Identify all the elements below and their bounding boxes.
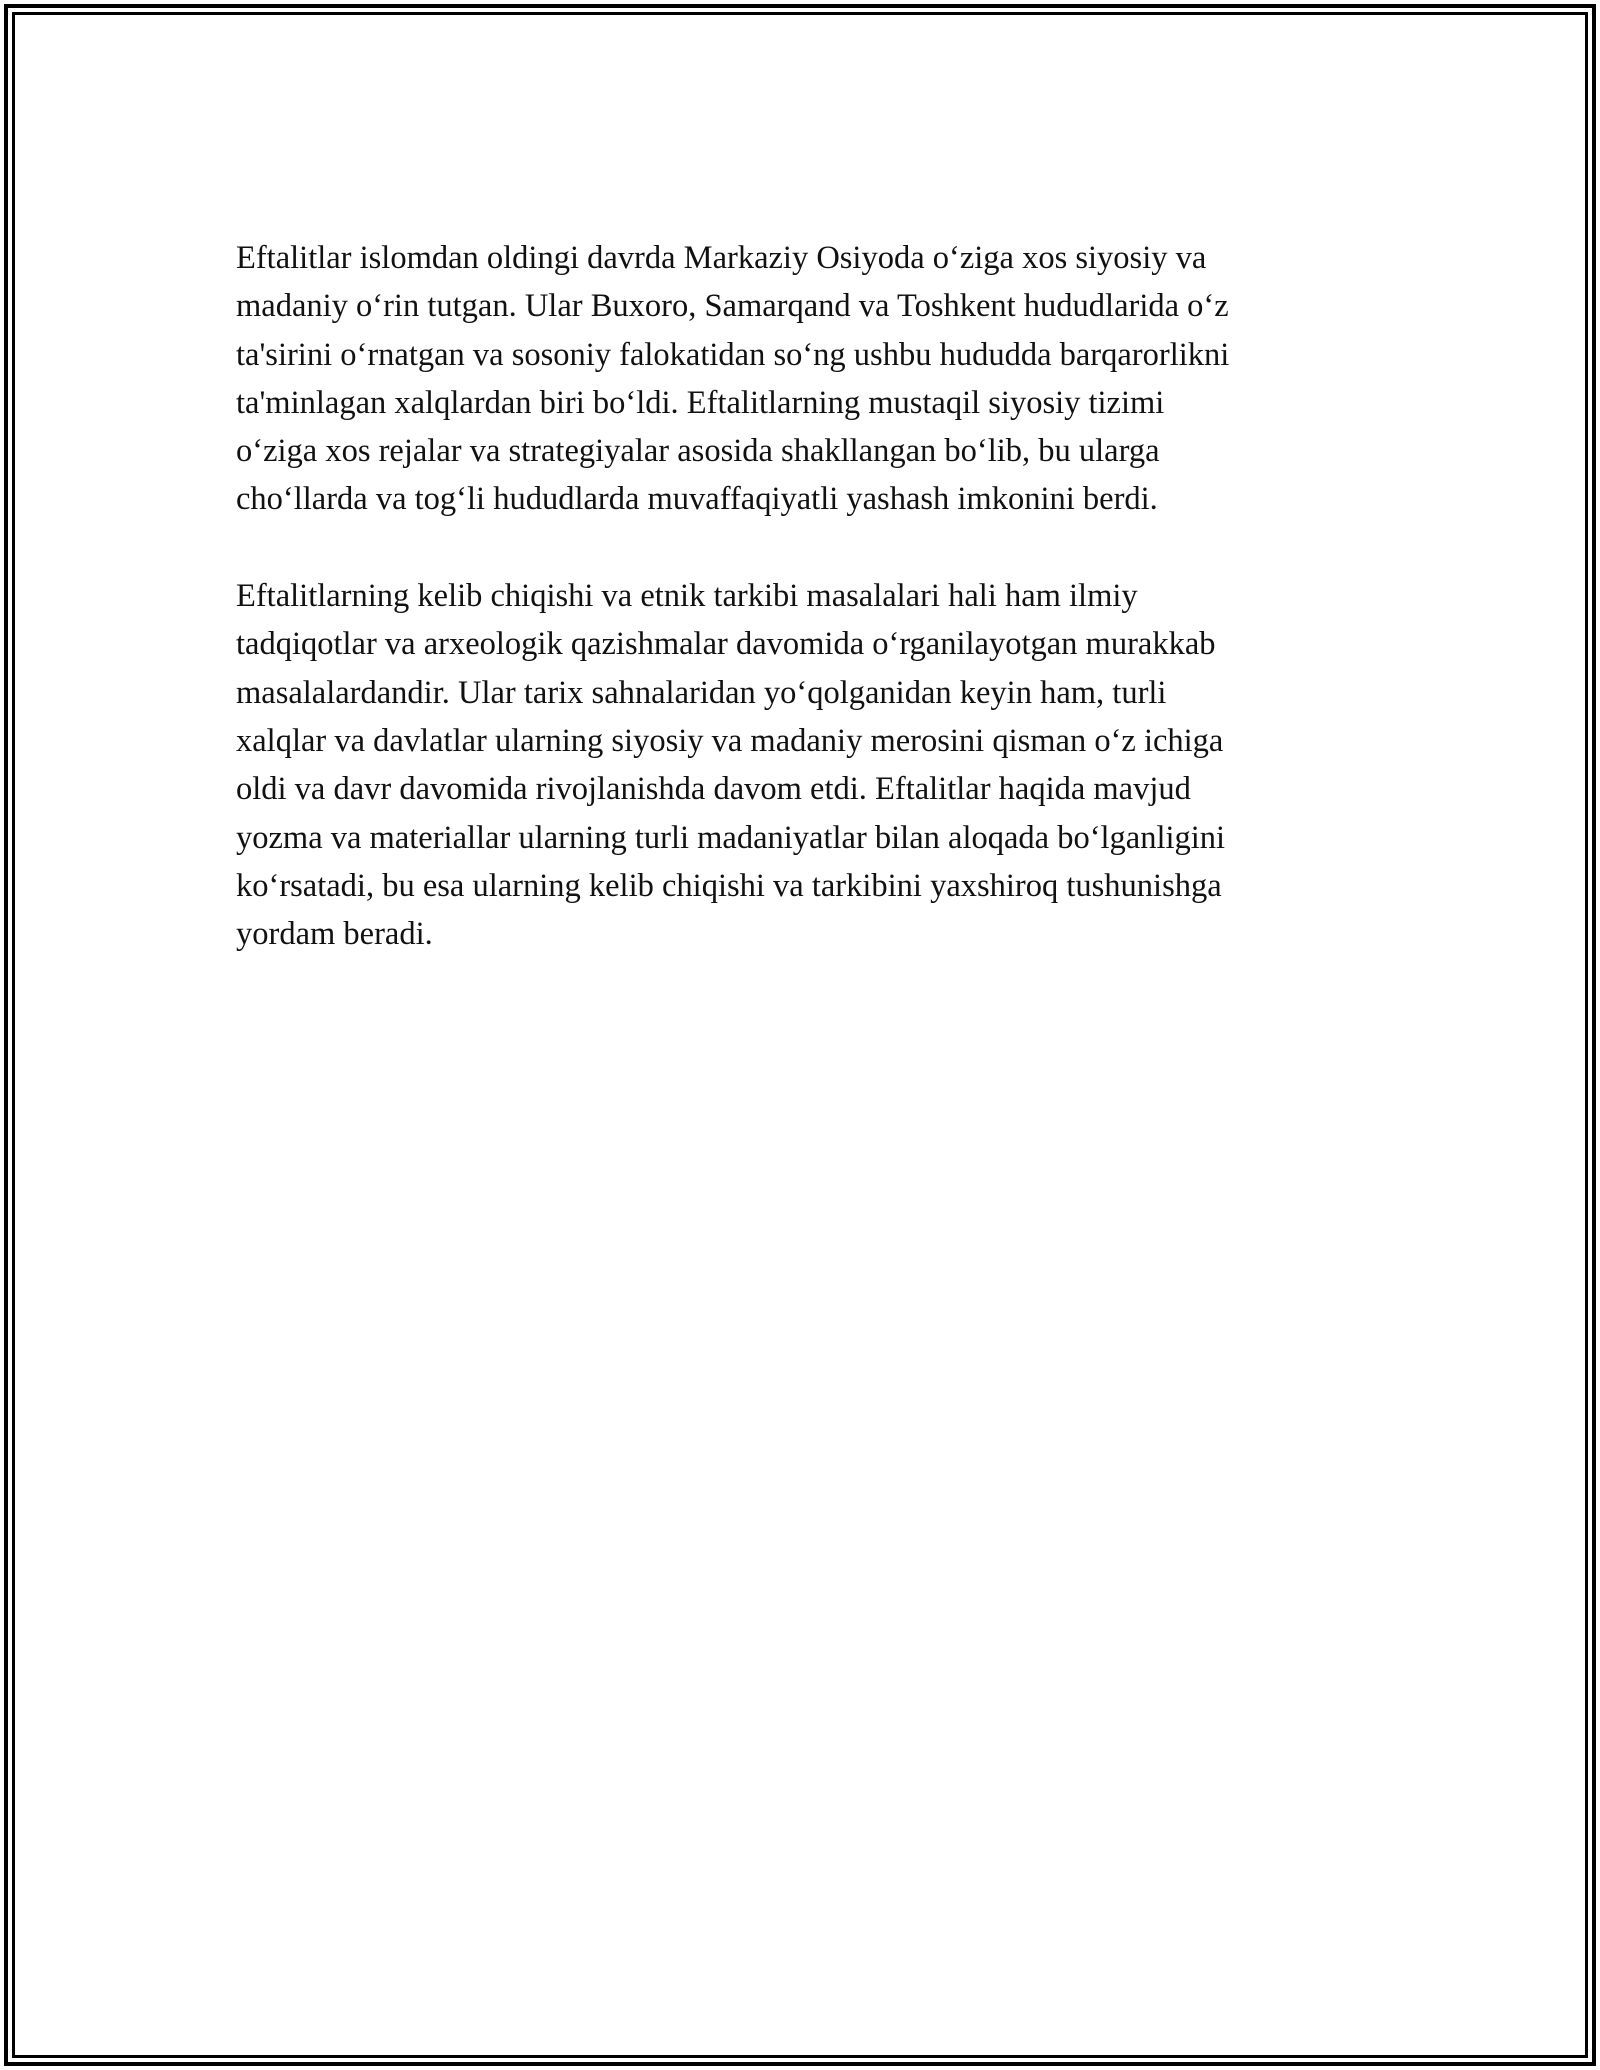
text-line: xalqlar va davlatlar ularning siyosiy va madaniy merosini qisman o‘z ichiga	[236, 722, 1224, 759]
text-line: Eftalitlar islomdan oldingi davrda Markaziy Osiyoda o‘ziga xos siyosiy va	[236, 240, 1207, 276]
text-line: oldi va davr davomida rivojlanishda davom etdi. Eftalitlar haqida mavjud	[236, 771, 1191, 808]
text-line: ko‘rsatadi, bu esa ularning kelib chiqishi va tarkibini yaxshiroq tushunishga	[236, 867, 1222, 904]
paragraph-1	[236, 234, 1366, 524]
text-line: ta'sirini o‘rnatgan va sosoniy falokatidan so‘ng ushbu hududda barqarorlikni	[236, 336, 1230, 373]
text-line: o‘ziga xos rejalar va strategiyalar asosida shakllangan bo‘lib, bu ularga	[236, 433, 1160, 470]
text-line: cho‘llarda va tog‘li hududlarda muvaffaqiyatli yashash imkonini berdi.	[236, 481, 1158, 518]
text-line: Eftalitlarning kelib chiqishi va etnik tarkibi masalalari hali ham ilmiy	[236, 578, 1138, 615]
text-line: ta'minlagan xalqlardan biri bo‘ldi. Eftalitlarning mustaqil siyosiy tizimi	[236, 384, 1165, 421]
text-line: masalalardandir. Ular tarix sahnalaridan yo‘qolganidan keyin ham, turli	[236, 674, 1167, 711]
paragraph-2	[236, 572, 1366, 958]
text-line: madaniy o‘rin tutgan. Ular Buxoro, Samarqand va Toshkent hududlarida o‘z	[236, 288, 1229, 325]
text-line: tadqiqotlar va arxeologik qazishmalar davomida o‘rganilayotgan murakkab	[236, 626, 1216, 663]
document-body	[236, 234, 1366, 1007]
text-line: yozma va materiallar ularning turli madaniyatlar bilan aloqada bo‘lganligini	[236, 819, 1226, 856]
text-line: yordam beradi.	[236, 916, 433, 953]
